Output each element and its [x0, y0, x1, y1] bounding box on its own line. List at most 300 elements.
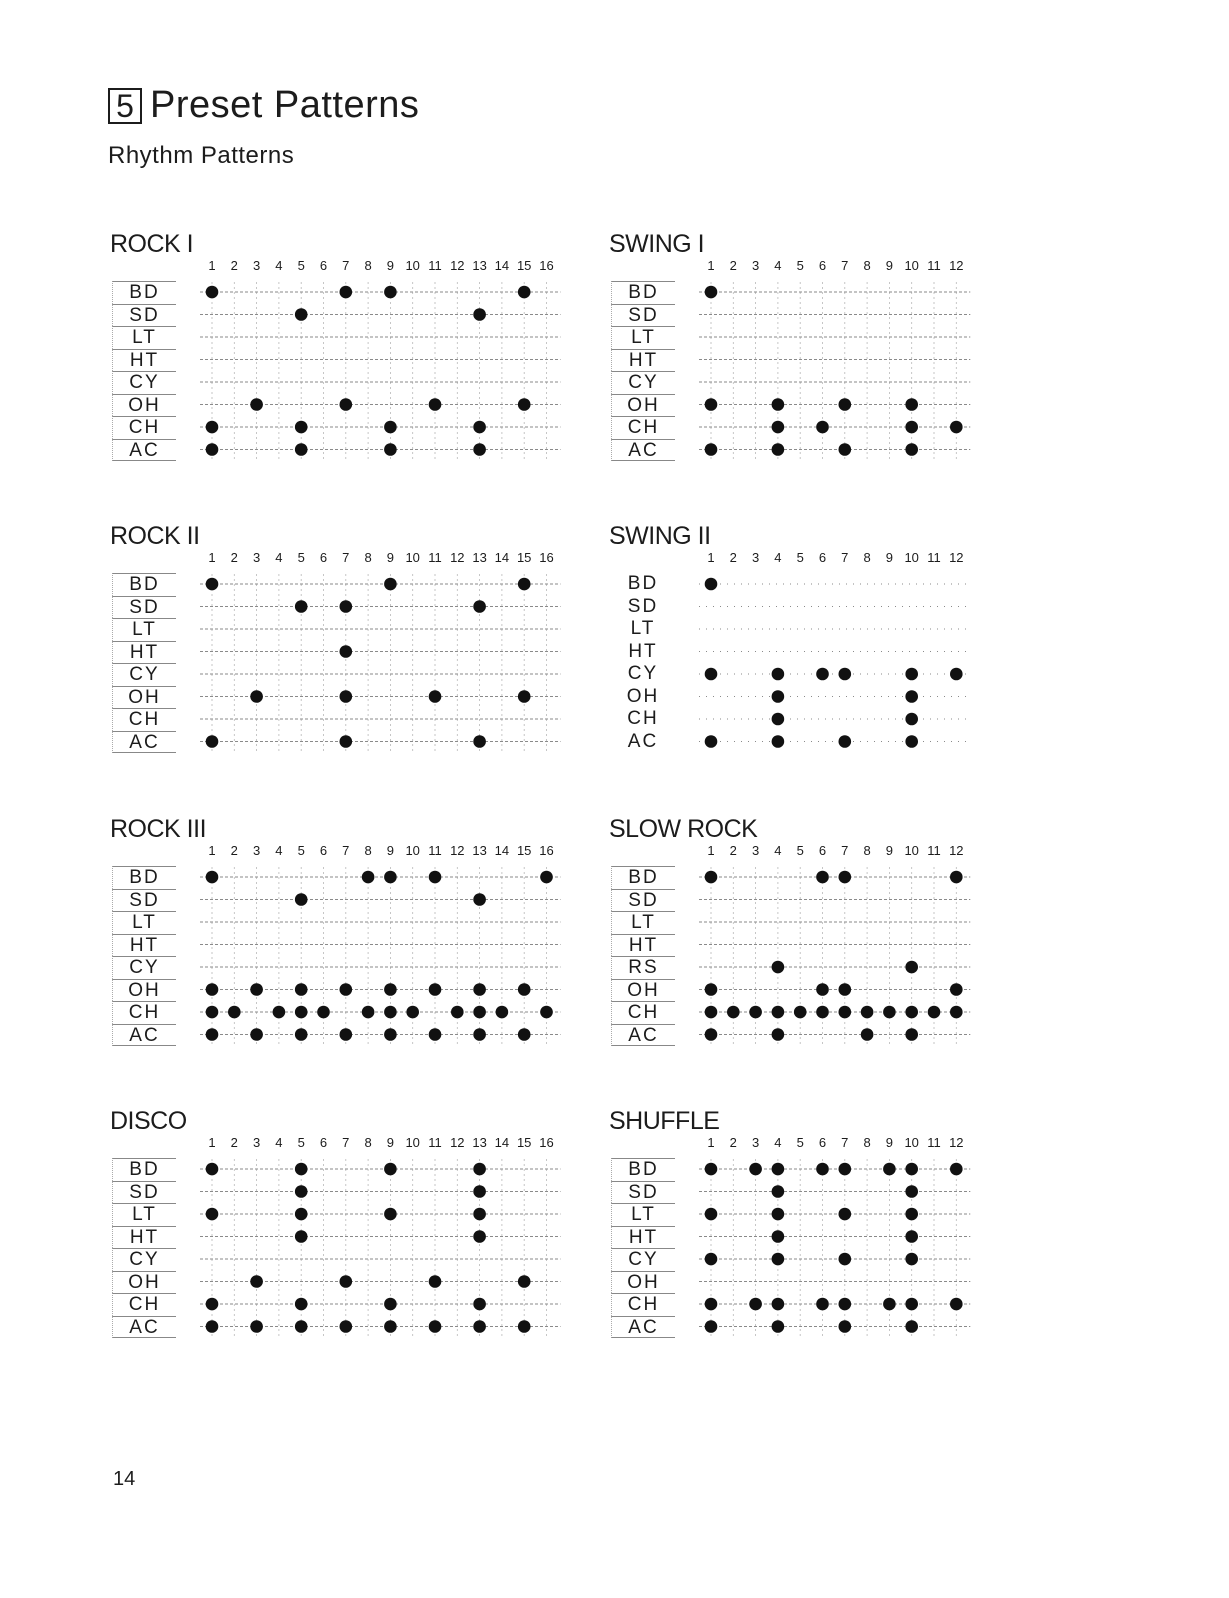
- step-number: 11: [428, 550, 442, 565]
- instrument-label: HT: [112, 1226, 176, 1249]
- hit-dot: [705, 983, 718, 996]
- instrument-label: OH: [611, 394, 675, 417]
- hit-dot: [861, 1006, 874, 1019]
- instrument-label: LT: [611, 1203, 675, 1226]
- hit-dot: [384, 443, 397, 456]
- hit-dot: [749, 1298, 762, 1311]
- instrument-label: OH: [112, 1271, 176, 1294]
- instrument-label: BD: [611, 281, 675, 304]
- hit-dot: [705, 1320, 718, 1333]
- instrument-label: BD: [611, 866, 675, 889]
- hit-dot: [772, 1028, 785, 1041]
- step-number: 1: [707, 1135, 715, 1150]
- section-subtitle: Rhythm Patterns: [108, 142, 295, 169]
- hit-dot: [451, 1006, 464, 1019]
- hit-dot: [540, 871, 553, 884]
- hit-dot: [384, 983, 397, 996]
- hit-dot: [473, 308, 486, 321]
- hit-dot: [273, 1006, 286, 1019]
- hit-dot: [473, 421, 486, 434]
- hit-dot: [384, 1208, 397, 1221]
- instrument-label: OH: [112, 394, 176, 417]
- hit-dot: [905, 443, 918, 456]
- hit-dot: [473, 1230, 486, 1243]
- step-number: 3: [252, 843, 261, 858]
- hit-dot: [295, 443, 308, 456]
- hit-dot: [429, 983, 442, 996]
- step-number: 14: [494, 550, 510, 565]
- step-number: 13: [472, 258, 487, 273]
- hit-dot: [950, 1006, 963, 1019]
- step-number: 9: [386, 258, 395, 273]
- hit-dot: [384, 1320, 397, 1333]
- hit-dot: [905, 690, 918, 703]
- hit-dot: [429, 1028, 442, 1041]
- pattern-title: ROCK II: [110, 522, 200, 550]
- step-number: 6: [818, 258, 827, 273]
- hit-dot: [206, 1298, 219, 1311]
- hit-dot: [816, 871, 829, 884]
- hit-dot: [705, 735, 718, 748]
- step-number: 1: [208, 1135, 216, 1150]
- hit-dot: [340, 1028, 353, 1041]
- instrument-label: CH: [611, 1293, 675, 1316]
- hit-dot: [839, 735, 852, 748]
- step-grid: [607, 522, 973, 762]
- hit-dot: [839, 1298, 852, 1311]
- instrument-label: OH: [626, 685, 660, 707]
- step-number: 14: [494, 258, 510, 273]
- hit-dot: [384, 421, 397, 434]
- hit-dot: [295, 1230, 308, 1243]
- instrument-label: SD: [112, 304, 176, 327]
- step-number: 5: [297, 550, 305, 565]
- instrument-label: CH: [112, 416, 176, 439]
- hit-dot: [705, 1208, 718, 1221]
- hit-dot: [950, 983, 963, 996]
- hit-dot: [883, 1298, 896, 1311]
- step-number: 8: [364, 843, 372, 858]
- step-number: 2: [230, 843, 238, 858]
- hit-dot: [295, 1298, 308, 1311]
- step-number: 7: [841, 843, 849, 858]
- hit-dot: [206, 1208, 219, 1221]
- hit-dot: [384, 578, 397, 591]
- step-number: 8: [364, 1135, 372, 1150]
- step-number: 7: [841, 1135, 849, 1150]
- hit-dot: [473, 1298, 486, 1311]
- instrument-label: LT: [112, 1203, 176, 1226]
- instrument-label: SD: [112, 889, 176, 912]
- step-number: 14: [494, 843, 510, 858]
- step-number: 1: [707, 843, 715, 858]
- hit-dot: [518, 398, 531, 411]
- hit-dot: [727, 1006, 740, 1019]
- step-number: 1: [208, 843, 216, 858]
- step-number: 11: [927, 1135, 941, 1150]
- step-number: 5: [796, 258, 804, 273]
- hit-dot: [340, 1320, 353, 1333]
- hit-dot: [496, 1006, 509, 1019]
- hit-dot: [250, 1320, 263, 1333]
- step-number: 6: [319, 550, 328, 565]
- step-number: 4: [774, 843, 782, 858]
- hit-dot: [295, 1006, 308, 1019]
- step-number: 5: [796, 843, 804, 858]
- step-grid: [108, 522, 563, 762]
- step-number: 2: [729, 843, 737, 858]
- instrument-label: AC: [611, 1024, 675, 1047]
- instrument-label: CH: [112, 708, 176, 731]
- hit-dot: [749, 1006, 762, 1019]
- hit-dot: [429, 690, 442, 703]
- hit-dot: [905, 1208, 918, 1221]
- step-number: 10: [405, 1135, 420, 1150]
- instrument-label: HT: [112, 641, 176, 664]
- step-number: 12: [949, 843, 964, 858]
- step-number: 11: [428, 843, 442, 858]
- step-number: 14: [494, 1135, 510, 1150]
- hit-dot: [340, 1275, 353, 1288]
- instrument-label: CY: [112, 956, 176, 979]
- section-number-box: 5: [108, 88, 142, 124]
- pattern-title: SWING II: [609, 522, 711, 550]
- hit-dot: [772, 1298, 785, 1311]
- hit-dot: [340, 983, 353, 996]
- instrument-label: HT: [611, 934, 675, 957]
- step-number: 2: [230, 1135, 238, 1150]
- hit-dot: [772, 1163, 785, 1176]
- hit-dot: [772, 1320, 785, 1333]
- step-number: 4: [774, 550, 782, 565]
- hit-dot: [384, 1006, 397, 1019]
- step-number: 3: [252, 550, 261, 565]
- hit-dot: [473, 1185, 486, 1198]
- step-number: 3: [751, 1135, 760, 1150]
- instrument-label: AC: [112, 731, 176, 754]
- hit-dot: [340, 690, 353, 703]
- hit-dot: [340, 398, 353, 411]
- step-number: 3: [252, 1135, 261, 1150]
- instrument-label: LT: [112, 618, 176, 641]
- hit-dot: [518, 983, 531, 996]
- step-number: 12: [450, 258, 465, 273]
- hit-dot: [905, 1185, 918, 1198]
- hit-dot: [772, 961, 785, 974]
- step-number: 12: [949, 258, 964, 273]
- instrument-label: SD: [112, 596, 176, 619]
- instrument-label: OH: [112, 686, 176, 709]
- pattern-title: SLOW ROCK: [609, 815, 758, 843]
- instrument-label: AC: [112, 1024, 176, 1047]
- hit-dot: [816, 983, 829, 996]
- instrument-label: BD: [112, 1158, 176, 1181]
- hit-dot: [772, 690, 785, 703]
- step-number: 2: [729, 1135, 737, 1150]
- hit-dot: [362, 871, 375, 884]
- instrument-label: AC: [627, 730, 659, 752]
- hit-dot: [295, 308, 308, 321]
- hit-dot: [839, 398, 852, 411]
- hit-dot: [950, 668, 963, 681]
- hit-dot: [705, 1006, 718, 1019]
- step-number: 13: [472, 1135, 487, 1150]
- hit-dot: [518, 1028, 531, 1041]
- hit-dot: [816, 1006, 829, 1019]
- hit-dot: [295, 1163, 308, 1176]
- step-number: 9: [885, 258, 894, 273]
- hit-dot: [772, 668, 785, 681]
- hit-dot: [518, 1320, 531, 1333]
- hit-dot: [772, 1253, 785, 1266]
- hit-dot: [473, 600, 486, 613]
- hit-dot: [473, 983, 486, 996]
- step-number: 4: [275, 550, 283, 565]
- hit-dot: [705, 1028, 718, 1041]
- step-grid: [607, 1107, 973, 1347]
- step-number: 1: [707, 550, 715, 565]
- hit-dot: [206, 871, 219, 884]
- instrument-label: LT: [630, 618, 656, 639]
- step-number: 15: [516, 1135, 532, 1150]
- step-number: 10: [904, 258, 919, 273]
- hit-dot: [816, 421, 829, 434]
- hit-dot: [473, 1163, 486, 1176]
- instrument-label: CY: [112, 663, 176, 686]
- step-number: 5: [796, 550, 804, 565]
- step-number: 10: [405, 258, 420, 273]
- step-number: 4: [774, 1135, 782, 1150]
- hit-dot: [883, 1163, 896, 1176]
- hit-dot: [340, 735, 353, 748]
- hit-dot: [905, 1253, 918, 1266]
- hit-dot: [317, 1006, 330, 1019]
- step-number: 12: [450, 843, 465, 858]
- hit-dot: [772, 443, 785, 456]
- instrument-label: CY: [611, 1248, 675, 1271]
- instrument-label: CY: [112, 1248, 176, 1271]
- hit-dot: [839, 443, 852, 456]
- instrument-label: HT: [112, 349, 176, 372]
- instrument-label: LT: [112, 911, 176, 934]
- hit-dot: [429, 398, 442, 411]
- step-number: 9: [386, 843, 395, 858]
- hit-dot: [839, 1253, 852, 1266]
- hit-dot: [839, 668, 852, 681]
- hit-dot: [206, 1163, 219, 1176]
- step-number: 6: [319, 258, 328, 273]
- hit-dot: [384, 1163, 397, 1176]
- step-number: 7: [342, 1135, 350, 1150]
- hit-dot: [473, 735, 486, 748]
- step-grid: [108, 230, 563, 470]
- step-number: 4: [275, 258, 283, 273]
- pattern-title: SWING I: [609, 230, 705, 258]
- instrument-label: AC: [112, 439, 176, 462]
- hit-dot: [384, 1298, 397, 1311]
- hit-dot: [295, 600, 308, 613]
- instrument-label: OH: [112, 979, 176, 1002]
- hit-dot: [928, 1006, 941, 1019]
- hit-dot: [905, 1230, 918, 1243]
- step-number: 3: [252, 258, 261, 273]
- instrument-label: BD: [112, 866, 176, 889]
- step-number: 10: [904, 550, 919, 565]
- hit-dot: [705, 398, 718, 411]
- hit-dot: [295, 893, 308, 906]
- instrument-label: HT: [628, 640, 658, 662]
- step-number: 11: [428, 258, 442, 273]
- step-number: 6: [319, 843, 328, 858]
- step-number: 4: [275, 843, 283, 858]
- step-number: 12: [949, 1135, 964, 1150]
- hit-dot: [295, 421, 308, 434]
- step-number: 1: [707, 258, 715, 273]
- hit-dot: [816, 668, 829, 681]
- hit-dot: [540, 1006, 553, 1019]
- step-number: 5: [796, 1135, 804, 1150]
- hit-dot: [473, 1028, 486, 1041]
- step-number: 9: [885, 550, 894, 565]
- hit-dot: [406, 1006, 419, 1019]
- hit-dot: [429, 1275, 442, 1288]
- hit-dot: [518, 1275, 531, 1288]
- step-number: 3: [751, 843, 760, 858]
- hit-dot: [905, 668, 918, 681]
- step-number: 7: [342, 258, 350, 273]
- hit-dot: [295, 1185, 308, 1198]
- step-number: 9: [885, 1135, 894, 1150]
- step-number: 16: [539, 258, 554, 273]
- hit-dot: [206, 443, 219, 456]
- instrument-label: CH: [611, 416, 675, 439]
- instrument-label: SD: [611, 889, 675, 912]
- instrument-label: SD: [611, 1181, 675, 1204]
- hit-dot: [772, 1185, 785, 1198]
- pattern-title: ROCK I: [110, 230, 194, 258]
- hit-dot: [340, 600, 353, 613]
- instrument-label: RS: [611, 956, 675, 979]
- step-number: 16: [539, 1135, 554, 1150]
- step-number: 2: [729, 550, 737, 565]
- hit-dot: [518, 690, 531, 703]
- hit-dot: [950, 421, 963, 434]
- hit-dot: [839, 871, 852, 884]
- step-number: 5: [297, 843, 305, 858]
- hit-dot: [473, 893, 486, 906]
- instrument-label: HT: [112, 934, 176, 957]
- step-number: 12: [450, 550, 465, 565]
- hit-dot: [905, 735, 918, 748]
- step-number: 10: [405, 843, 420, 858]
- hit-dot: [839, 983, 852, 996]
- hit-dot: [518, 578, 531, 591]
- hit-dot: [905, 961, 918, 974]
- hit-dot: [295, 983, 308, 996]
- hit-dot: [250, 1275, 263, 1288]
- step-number: 9: [386, 1135, 395, 1150]
- hit-dot: [295, 1208, 308, 1221]
- pattern-title: DISCO: [110, 1107, 187, 1135]
- step-number: 11: [927, 550, 941, 565]
- hit-dot: [772, 735, 785, 748]
- instrument-label: BD: [611, 1158, 675, 1181]
- step-number: 7: [841, 258, 849, 273]
- instrument-label: OH: [611, 1271, 675, 1294]
- hit-dot: [206, 578, 219, 591]
- step-number: 8: [364, 258, 372, 273]
- hit-dot: [749, 1163, 762, 1176]
- instrument-label: OH: [611, 979, 675, 1002]
- hit-dot: [861, 1028, 874, 1041]
- step-number: 16: [539, 550, 554, 565]
- hit-dot: [905, 1028, 918, 1041]
- hit-dot: [772, 421, 785, 434]
- hit-dot: [705, 871, 718, 884]
- step-number: 8: [863, 258, 871, 273]
- hit-dot: [905, 398, 918, 411]
- step-number: 12: [450, 1135, 465, 1150]
- hit-dot: [705, 1298, 718, 1311]
- hit-dot: [794, 1006, 807, 1019]
- hit-dot: [705, 578, 718, 591]
- step-number: 9: [885, 843, 894, 858]
- hit-dot: [950, 1298, 963, 1311]
- instrument-label: CY: [112, 371, 176, 394]
- hit-dot: [473, 443, 486, 456]
- step-grid: [108, 1107, 563, 1347]
- hit-dot: [206, 286, 219, 299]
- step-number: 6: [818, 1135, 827, 1150]
- hit-dot: [228, 1006, 241, 1019]
- hit-dot: [429, 871, 442, 884]
- instrument-label: LT: [611, 911, 675, 934]
- hit-dot: [250, 1028, 263, 1041]
- step-number: 13: [472, 550, 487, 565]
- instrument-label: AC: [611, 439, 675, 462]
- hit-dot: [384, 1028, 397, 1041]
- step-number: 6: [319, 1135, 328, 1150]
- instrument-label: BD: [627, 573, 659, 594]
- hit-dot: [816, 1298, 829, 1311]
- hit-dot: [772, 1230, 785, 1243]
- page-number: 14: [113, 1468, 136, 1490]
- step-grid: [108, 815, 563, 1055]
- step-number: 7: [342, 843, 350, 858]
- instrument-label: HT: [611, 349, 675, 372]
- hit-dot: [206, 735, 219, 748]
- hit-dot: [473, 1208, 486, 1221]
- step-grid: [607, 230, 973, 470]
- instrument-label: BD: [112, 573, 176, 596]
- step-number: 1: [208, 258, 216, 273]
- hit-dot: [772, 1006, 785, 1019]
- hit-dot: [905, 1163, 918, 1176]
- hit-dot: [772, 713, 785, 726]
- hit-dot: [295, 1028, 308, 1041]
- step-number: 5: [297, 1135, 305, 1150]
- step-number: 10: [904, 843, 919, 858]
- step-number: 2: [230, 550, 238, 565]
- instrument-label: AC: [112, 1316, 176, 1339]
- hit-dot: [772, 398, 785, 411]
- step-number: 3: [751, 550, 760, 565]
- instrument-label: AC: [611, 1316, 675, 1339]
- hit-dot: [905, 1320, 918, 1333]
- instrument-label: CH: [611, 1001, 675, 1024]
- hit-dot: [705, 1253, 718, 1266]
- pattern-title: SHUFFLE: [609, 1107, 720, 1135]
